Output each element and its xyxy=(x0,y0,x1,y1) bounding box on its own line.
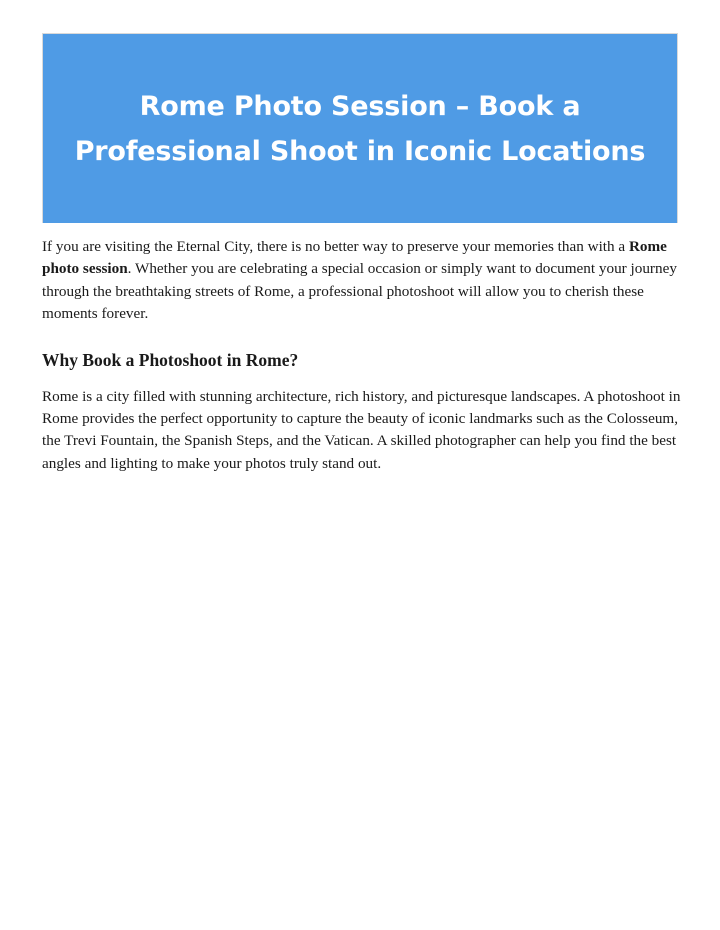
section-paragraph: Rome is a city filled with stunning architecture, rich history, and picturesque landscapes. A photoshoot in Rome provides the perfect opportunity to capture the beauty of iconic landmarks such as the Colosseum, the Trevi Fountain, the Spanish Steps, and the Vatican. A skilled photographer can help you find the best angles and lighting to make your photos truly stand out. xyxy=(42,387,681,472)
article-body xyxy=(42,236,682,475)
intro-text-end: . Whether you are celebrating a special occasion or simply want to document your journey through the breathtaking streets of Rome, a professional photoshoot will allow you to cherish these moments forever. xyxy=(42,260,677,323)
intro-paragraph xyxy=(42,236,682,326)
page-title: Rome Photo Session – Book a Professional Shoot in Iconic Locations xyxy=(74,90,646,167)
intro-text-start: If you are visiting the Eternal City, there is no better way to preserve your memories than with a xyxy=(42,238,629,255)
header-banner xyxy=(42,33,678,223)
intro-bold-phrase: Rome photo session xyxy=(42,238,667,278)
section-heading: Why Book a Photoshoot in Rome? xyxy=(42,349,299,370)
